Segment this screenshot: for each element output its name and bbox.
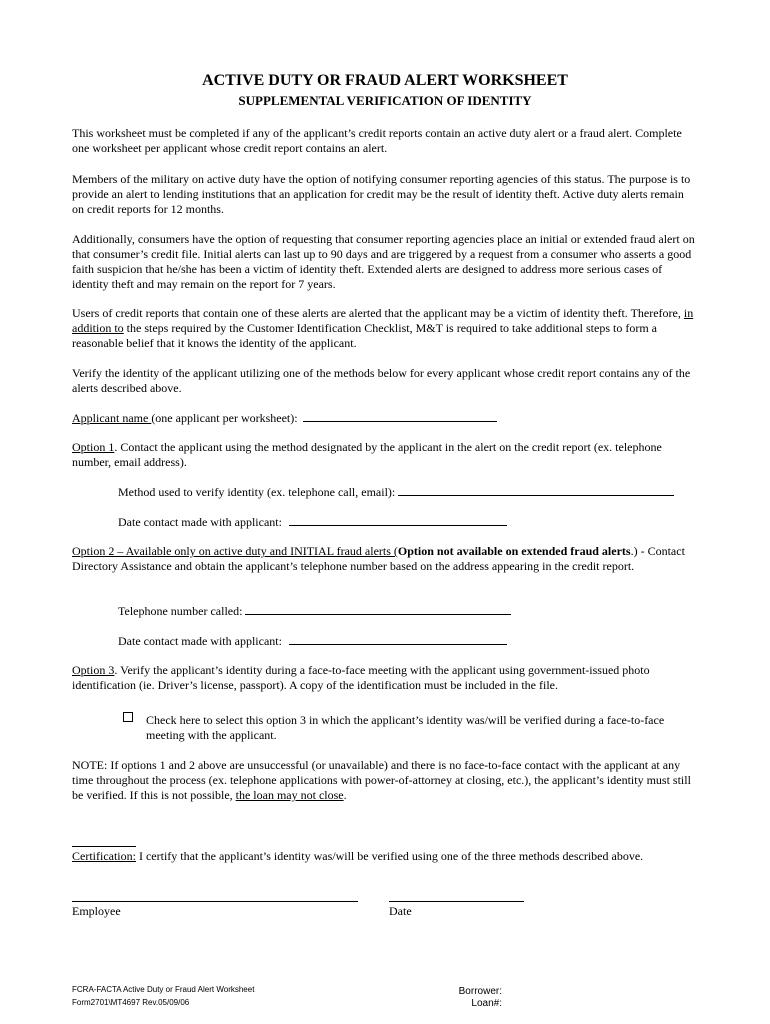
option2-text: .) - Contact Directory Assistance and obtain the applicant’s telephone number based on the address appearing in the credit report.: [72, 544, 685, 573]
document-title: ACTIVE DUTY OR FRAUD ALERT WORKSHEET: [202, 72, 568, 89]
option1-paragraph: [72, 440, 697, 470]
certification-text: I certify that the applicant’s identity was/will be verified using one of the three methods described above.: [135, 849, 644, 863]
option3-checkbox[interactable]: [123, 712, 133, 722]
method-label: Method used to verify identity (ex. telephone call, email):: [118, 485, 396, 499]
additionally-paragraph: Additionally, consumers have the option of requesting that consumer reporting agencies place an initial or extended fraud alert on that consumer’s credit file. Initial alerts can last up to 90 days and are triggered by a request from a consumer who asserts a good faith suspicion that he/she has been a victim of identity theft. Extended alerts are designed to address more serious cases of identity theft and may remain on the report for 7 years.: [72, 232, 695, 291]
date-contact-label-2: Date contact made with applicant:: [118, 634, 282, 648]
verify-paragraph: Verify the identity of the applicant utilizing one of the methods below for every applicant whose credit report contains any of the alerts described above.: [72, 366, 691, 395]
certification-paragraph: [72, 849, 697, 864]
checkbox-label: Check here to select this option 3 in which the applicant’s identity was/will be verified during a face-to-face meeting with the applicant.: [146, 713, 665, 742]
borrower-label: Borrower:: [458, 986, 502, 997]
users-text-post: the steps required by the Customer Identification Checklist, M&T is required to take additional steps to form a reasonable belief that it knows the identity of the applicant.: [72, 321, 657, 350]
employee-label: Employee: [72, 904, 121, 918]
certification-label: Certification:: [72, 849, 136, 863]
date-signature-line[interactable]: [389, 901, 524, 902]
date-contact-row-2: [118, 633, 507, 649]
option2-paragraph: [72, 544, 697, 574]
date-contact-row-1: [118, 514, 507, 530]
option3-paragraph: [72, 663, 697, 693]
option2-label: Option 2 – Available only on active duty and INITIAL fraud alerts (: [72, 544, 398, 558]
note-text-underline: the loan may not close: [235, 788, 344, 802]
telephone-field[interactable]: [245, 603, 511, 615]
date-contact-field-1[interactable]: [289, 514, 507, 526]
military-paragraph: Members of the military on active duty have the option of notifying consumer reporting agencies of this status. The purpose is to provide an alert to lending institutions that an application for credit may be the result of identity theft. Active duty alerts remain on credit reports for 12 months.: [72, 172, 691, 216]
applicant-name-label: Applicant name: [72, 411, 152, 425]
document-subtitle: SUPPLEMENTAL VERIFICATION OF IDENTITY: [238, 93, 532, 108]
option2-bold-text: Option not available on extended fraud alerts: [397, 544, 631, 558]
option1-text: . Contact the applicant using the method designated by the applicant in the alert on the credit report (ex. telephone number, email address).: [72, 440, 662, 469]
note-text-post: .: [343, 788, 347, 802]
intro-paragraph: This worksheet must be completed if any of the applicant’s credit reports contain an active duty alert or a fraud alert. Complete one worksheet per applicant whose credit report contains an alert.: [72, 126, 682, 155]
telephone-row: [118, 603, 511, 619]
employee-signature-line[interactable]: [72, 901, 358, 902]
note-text-pre: NOTE: If options 1 and 2 above are unsuccessful (or unavailable) and there is no face-to-face contact with the applicant at any time throughout the process (ex. telephone applications with power-of-attorney at closing, etc.), the applicant’s identity must still be verified. If this is not possible,: [72, 758, 691, 802]
option3-text: . Verify the applicant’s identity during a face-to-face meeting with the applicant using government-issued photo identification (ie. Driver’s license, passport). A copy of the identification must be included in the file.: [72, 663, 650, 692]
date-label: Date: [389, 904, 412, 918]
users-text-underline: in addition to: [72, 306, 694, 335]
telephone-label: Telephone number called:: [118, 604, 243, 618]
loan-number-label: Loan#:: [471, 998, 502, 1009]
users-text-pre: Users of credit reports that contain one of these alerts are alerted that the applicant may be a victim of identity theft. Therefore,: [72, 306, 684, 320]
date-contact-field-2[interactable]: [289, 633, 507, 645]
applicant-name-note: (one applicant per worksheet):: [151, 411, 298, 425]
users-paragraph: [72, 306, 697, 351]
initials-line[interactable]: [72, 846, 136, 847]
option3-label: Option 3: [72, 663, 115, 677]
applicant-name-row: [72, 410, 697, 426]
footer-form-title: FCRA-FACTA Active Duty or Fraud Alert Worksheet: [72, 985, 255, 994]
note-paragraph: [72, 758, 697, 803]
method-row: [118, 484, 674, 500]
method-field[interactable]: [398, 484, 674, 496]
footer-form-number: Form2701\MT4697 Rev.05/09/06: [72, 998, 190, 1007]
applicant-name-field[interactable]: [303, 410, 497, 422]
option1-label: Option 1: [72, 440, 115, 454]
date-contact-label-1: Date contact made with applicant:: [118, 515, 282, 529]
